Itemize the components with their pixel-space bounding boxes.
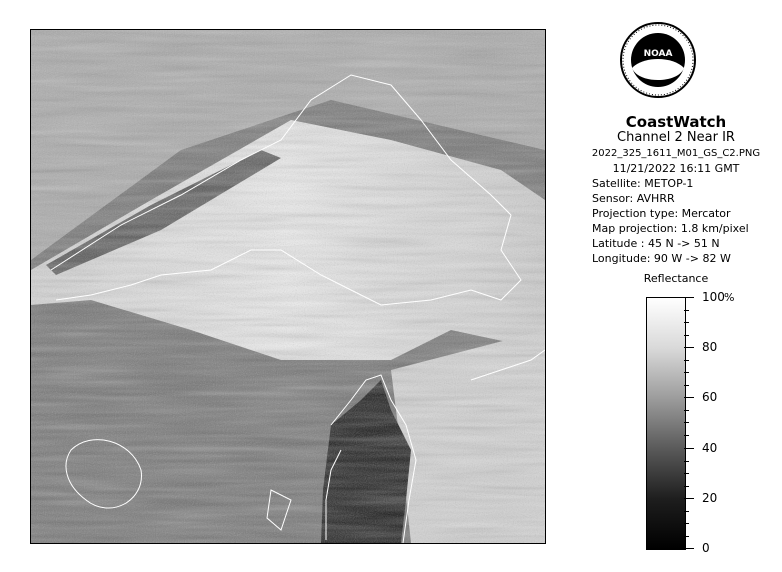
colorbar-minor-tick	[684, 310, 689, 311]
colorbar-major-tick	[684, 448, 694, 449]
colorbar-major-tick	[684, 397, 694, 398]
colorbar-minor-tick	[684, 523, 689, 524]
colorbar-tick-label: 0	[702, 541, 710, 555]
noaa-logo-icon	[618, 18, 698, 106]
colorbar-minor-tick	[684, 360, 689, 361]
channel-label: Channel 2 Near IR	[617, 130, 735, 145]
sensor-label: Sensor: AVHRR	[592, 192, 675, 205]
colorbar-minor-tick	[684, 486, 689, 487]
file-name: 2022_325_1611_M01_GS_C2.PNG	[591, 148, 761, 159]
colorbar-minor-tick	[684, 473, 689, 474]
colorbar-minor-tick	[684, 536, 689, 537]
colorbar-tick-label: 100	[702, 290, 725, 304]
colorbar-minor-tick	[684, 422, 689, 423]
colorbar-minor-tick	[684, 511, 689, 512]
colorbar-ticks	[684, 290, 744, 555]
map-projection-label: Map projection: 1.8 km/pixel	[592, 222, 749, 235]
satellite-image-svg	[31, 30, 545, 543]
colorbar-tick-label: 40	[702, 441, 718, 455]
colorbar-minor-tick	[684, 372, 689, 373]
latitude-label: Latitude : 45 N -> 51 N	[592, 237, 720, 250]
colorbar-minor-tick	[684, 410, 689, 411]
noise-texture	[31, 30, 545, 543]
satellite-label: Satellite: METOP-1	[592, 177, 694, 190]
noaa-logo	[618, 18, 698, 106]
reflectance-colorbar	[646, 297, 686, 550]
colorbar-tick-label: 20	[702, 491, 718, 505]
noaa-logo-text: NOAA	[643, 49, 673, 59]
colorbar-major-tick	[684, 347, 694, 348]
longitude-label: Longitude: 90 W -> 82 W	[592, 252, 731, 265]
satellite-image	[30, 29, 546, 544]
colorbar-minor-tick	[684, 322, 689, 323]
colorbar-major-tick	[684, 498, 694, 499]
colorbar-minor-tick	[684, 385, 689, 386]
colorbar-major-tick	[684, 297, 694, 298]
colorbar-major-tick	[684, 548, 694, 549]
legend-title: Reflectance	[643, 272, 709, 285]
colorbar-minor-tick	[684, 461, 689, 462]
colorbar-tick-label: 60	[702, 390, 718, 404]
brand-title: CoastWatch	[625, 113, 727, 131]
colorbar-tick-label: 80	[702, 340, 718, 354]
legend-unit: %	[724, 291, 735, 304]
projection-label: Projection type: Mercator	[592, 207, 731, 220]
colorbar-minor-tick	[684, 435, 689, 436]
date-time: 11/21/2022 16:11 GMT	[612, 162, 740, 175]
colorbar-minor-tick	[684, 335, 689, 336]
